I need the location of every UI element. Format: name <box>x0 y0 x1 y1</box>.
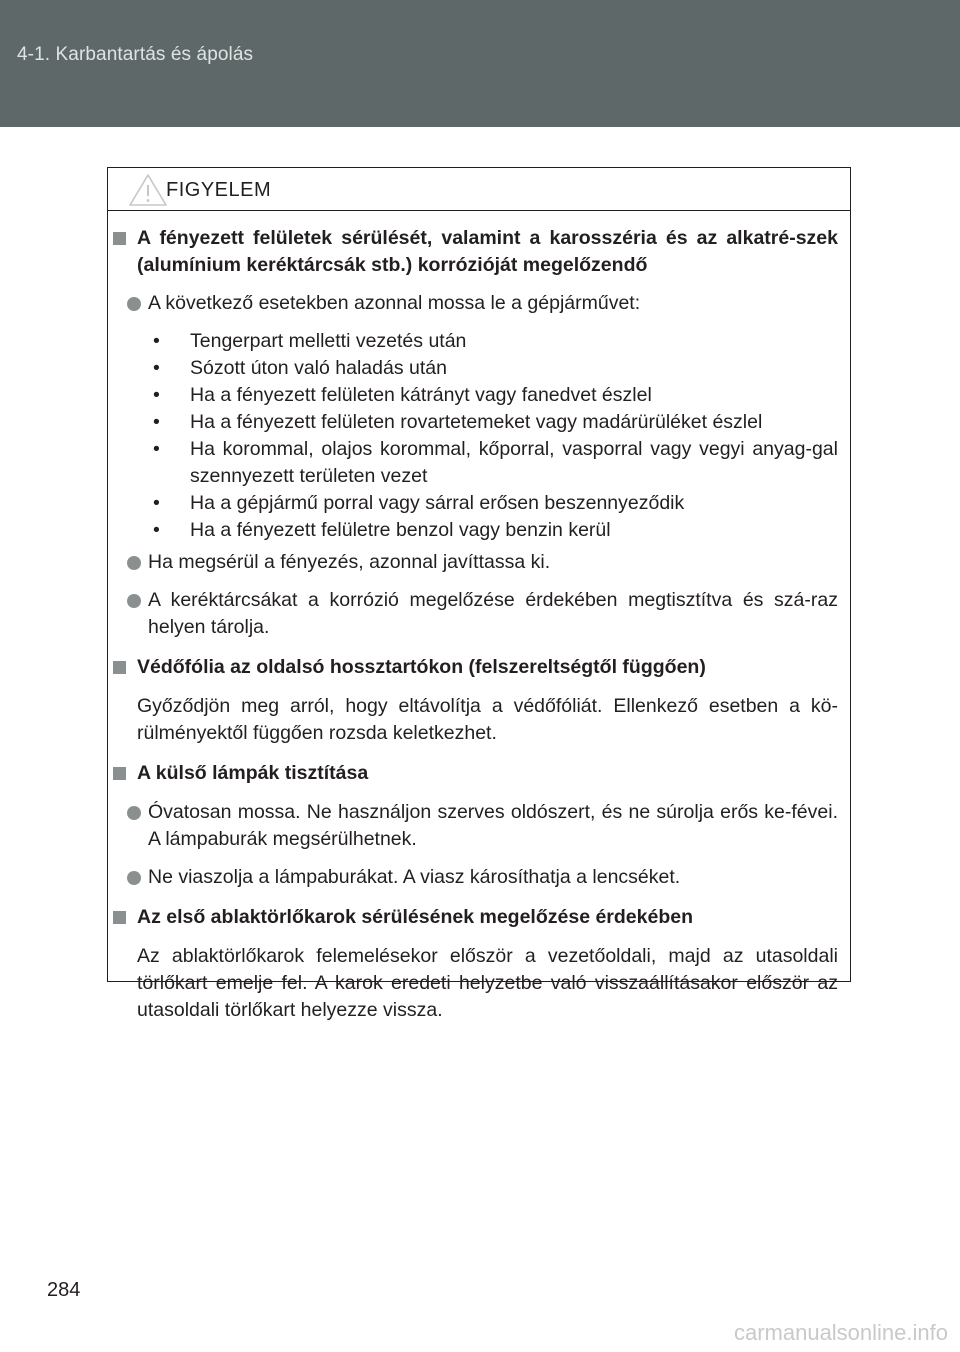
dot-bullet-icon: • <box>153 411 160 433</box>
circle-bullet-icon <box>127 594 141 608</box>
warning-header <box>108 168 850 211</box>
section-title: 4-1. Karbantartás és ápolás <box>17 44 254 65</box>
section-heading-text: A külső lámpák tisztítása <box>137 762 369 784</box>
dot-bullet-icon: • <box>153 492 160 514</box>
sub-list-item <box>148 490 838 517</box>
list-item <box>113 864 838 891</box>
sub-list <box>108 328 850 544</box>
section-heading-text: Az első ablaktörlőkarok sérülésének megelőzése érdekében <box>137 906 694 928</box>
sub-list-item-text: Ha a gépjármű porral vagy sárral erősen beszennyeződik <box>190 492 685 514</box>
section-heading-text: Védőfólia az oldalsó hossztartókon (felszereltségtől függően) <box>137 656 706 678</box>
square-bullet-icon <box>113 661 126 674</box>
sub-list-item-text: Sózott úton való haladás után <box>190 357 447 379</box>
square-bullet-icon <box>113 232 126 245</box>
section-heading <box>113 760 838 787</box>
sub-list-item <box>148 409 838 436</box>
section-heading-text: A fényezett felületek sérülését, valamint a karosszéria és az alkatré-szek (alumínium keréktárcsák stb.) korrózióját megelőzendő <box>137 227 838 276</box>
paragraph: Az ablaktörlőkarok felemelésekor először a vezetőoldali, majd az utasoldali törlőkart emelje fel. A karok eredeti helyzetbe való visszaállításakor először az utasoldali törlőkart helyezze vissza. <box>137 945 838 1021</box>
dot-bullet-icon: • <box>153 384 160 406</box>
dot-bullet-icon: • <box>153 519 160 541</box>
list-item-text: Ha megsérül a fényezés, azonnal javíttassa ki. <box>148 551 551 573</box>
dot-bullet-icon: • <box>153 330 160 352</box>
warning-box <box>107 167 851 1021</box>
sub-list-item-text: Tengerpart melletti vezetés után <box>190 330 467 352</box>
square-bullet-icon <box>113 911 126 924</box>
list-item-text: Ne viaszolja a lámpaburákat. A viasz károsíthatja a lencséket. <box>148 866 681 888</box>
sub-list-item-text: Ha a fényezett felületen rovartetemeket vagy madárürüléket észlel <box>190 411 763 433</box>
circle-bullet-icon <box>127 297 141 311</box>
sub-list-item-text: Ha korommal, olajos korommal, kőporral, vasporral vagy vegyi anyag-gal szennyezett területen vezet <box>190 438 838 487</box>
circle-bullet-icon <box>127 806 141 820</box>
section-heading <box>113 654 838 681</box>
circle-bullet-icon <box>127 556 141 570</box>
page-number: 284 <box>47 1279 81 1301</box>
section-heading <box>113 904 838 931</box>
square-bullet-icon <box>113 767 126 780</box>
warning-label: FIGYELEM <box>166 179 272 201</box>
list-item <box>113 549 838 576</box>
list-item-text: A keréktárcsákat a korrózió megelőzése érdekében megtisztítva és szá-raz helyen tárolja. <box>148 589 838 638</box>
paragraph: Győződjön meg arról, hogy eltávolítja a védőfóliát. Ellenkező esetben a kö-rülményektől függően rozsda keletkezhet. <box>137 695 838 744</box>
dot-bullet-icon: • <box>153 357 160 379</box>
dot-bullet-icon: • <box>153 438 160 460</box>
list-item <box>113 799 838 853</box>
section-heading <box>113 225 838 279</box>
watermark: carmanualsonline.info <box>733 1320 948 1345</box>
sub-list-item-text: Ha a fényezett felületre benzol vagy benzin kerül <box>190 519 611 541</box>
sub-list-item <box>148 436 838 490</box>
list-item <box>113 290 838 317</box>
list-item-text: Óvatosan mossa. Ne használjon szerves oldószert, és ne súrolja erős ke-févei. A lámpaburák megsérülhetnek. <box>148 801 838 850</box>
header-band <box>0 0 960 127</box>
sub-list-item <box>148 328 838 355</box>
warning-triangle-icon <box>128 173 168 207</box>
sub-list-item <box>148 517 838 544</box>
sub-list-item <box>148 382 838 409</box>
warning-body <box>108 211 850 1024</box>
sub-list-item <box>148 355 838 382</box>
circle-bullet-icon <box>127 871 141 885</box>
list-item-text: A következő esetekben azonnal mossa le a gépjárművet: <box>148 292 641 314</box>
sub-list-item-text: Ha a fényezett felületen kátrányt vagy fanedvet észlel <box>190 384 652 406</box>
list-item <box>113 587 838 641</box>
